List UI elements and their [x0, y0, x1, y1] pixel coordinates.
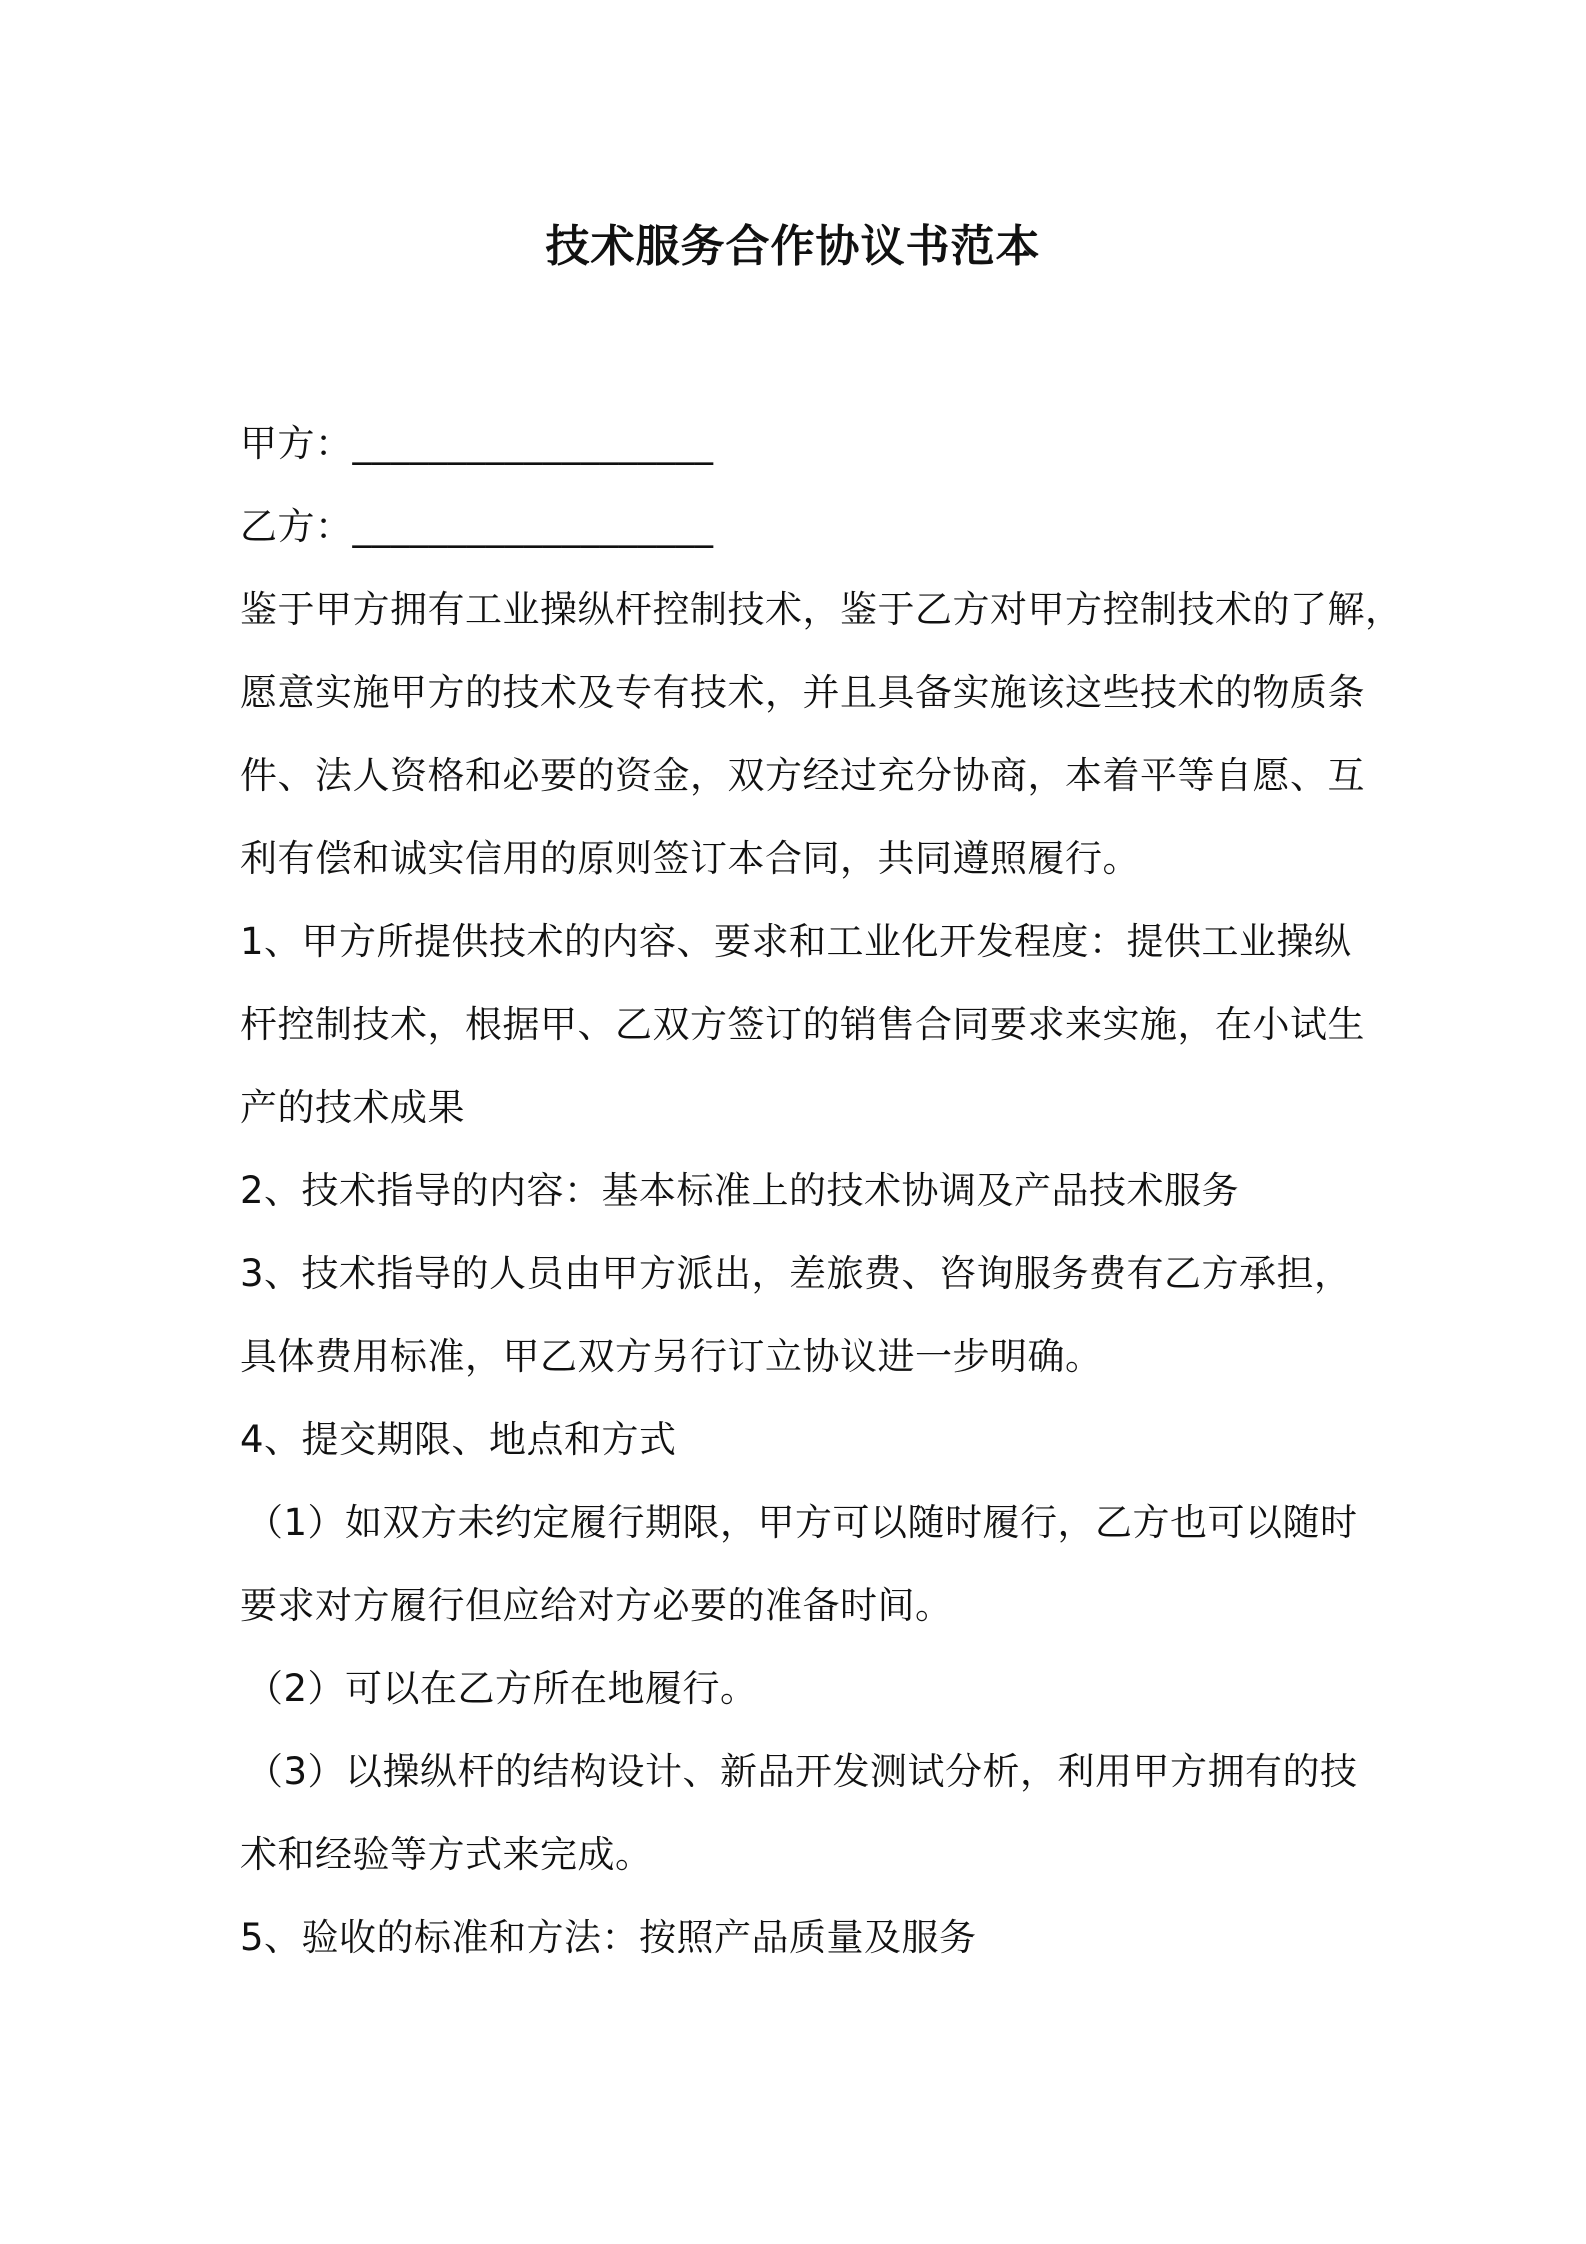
preamble-line: 利有偿和诚实信用的原则签订本合同，共同遵照履行。 — [240, 837, 1140, 880]
document-title: 技术服务合作协议书范本 — [545, 221, 1041, 272]
document-body — [240, 402, 1403, 1979]
preamble-line: 件、法人资格和必要的资金，双方经过充分协商，本着平等自愿、互 — [240, 754, 1365, 797]
clause-4-item-1-line: 要求对方履行但应给对方必要的准备时间。 — [240, 1584, 953, 1627]
clause-4-line: 4、提交期限、地点和方式 — [240, 1418, 677, 1461]
clause-2-line: 2、技术指导的内容：基本标准上的技术协调及产品技术服务 — [240, 1169, 1240, 1212]
preamble-line: 愿意实施甲方的技术及专有技术，并且具备实施该这些技术的物质条 — [240, 671, 1365, 714]
clause-3-line: 具体费用标准，甲乙双方另行订立协议进一步明确。 — [240, 1335, 1103, 1378]
preamble-line: 鉴于甲方拥有工业操纵杆控制技术，鉴于乙方对甲方控制技术的了解， — [240, 588, 1403, 631]
clause-1-line: 产的技术成果 — [240, 1086, 465, 1129]
clause-5-line: 5、验收的标准和方法：按照产品质量及服务 — [240, 1916, 977, 1959]
party-b-line: 乙方：___________________ — [240, 505, 714, 548]
clause-4-item-3-line: （3）以操纵杆的结构设计、新品开发测试分析，利用甲方拥有的技 — [246, 1750, 1358, 1793]
clause-4-item-1-line: （1）如双方未约定履行期限，甲方可以随时履行，乙方也可以随时 — [246, 1501, 1358, 1544]
clause-1-line: 1、甲方所提供技术的内容、要求和工业化开发程度：提供工业操纵 — [240, 920, 1352, 963]
clause-1-line: 杆控制技术，根据甲、乙双方签订的销售合同要求来实施，在小试生 — [240, 1003, 1365, 1046]
clause-3-line: 3、技术指导的人员由甲方派出，差旅费、咨询服务费有乙方承担， — [240, 1252, 1352, 1295]
clause-4-item-2-line: （2）可以在乙方所在地履行。 — [246, 1667, 758, 1710]
clause-4-item-3-line: 术和经验等方式来完成。 — [240, 1833, 653, 1876]
party-a-line: 甲方：___________________ — [240, 422, 714, 465]
